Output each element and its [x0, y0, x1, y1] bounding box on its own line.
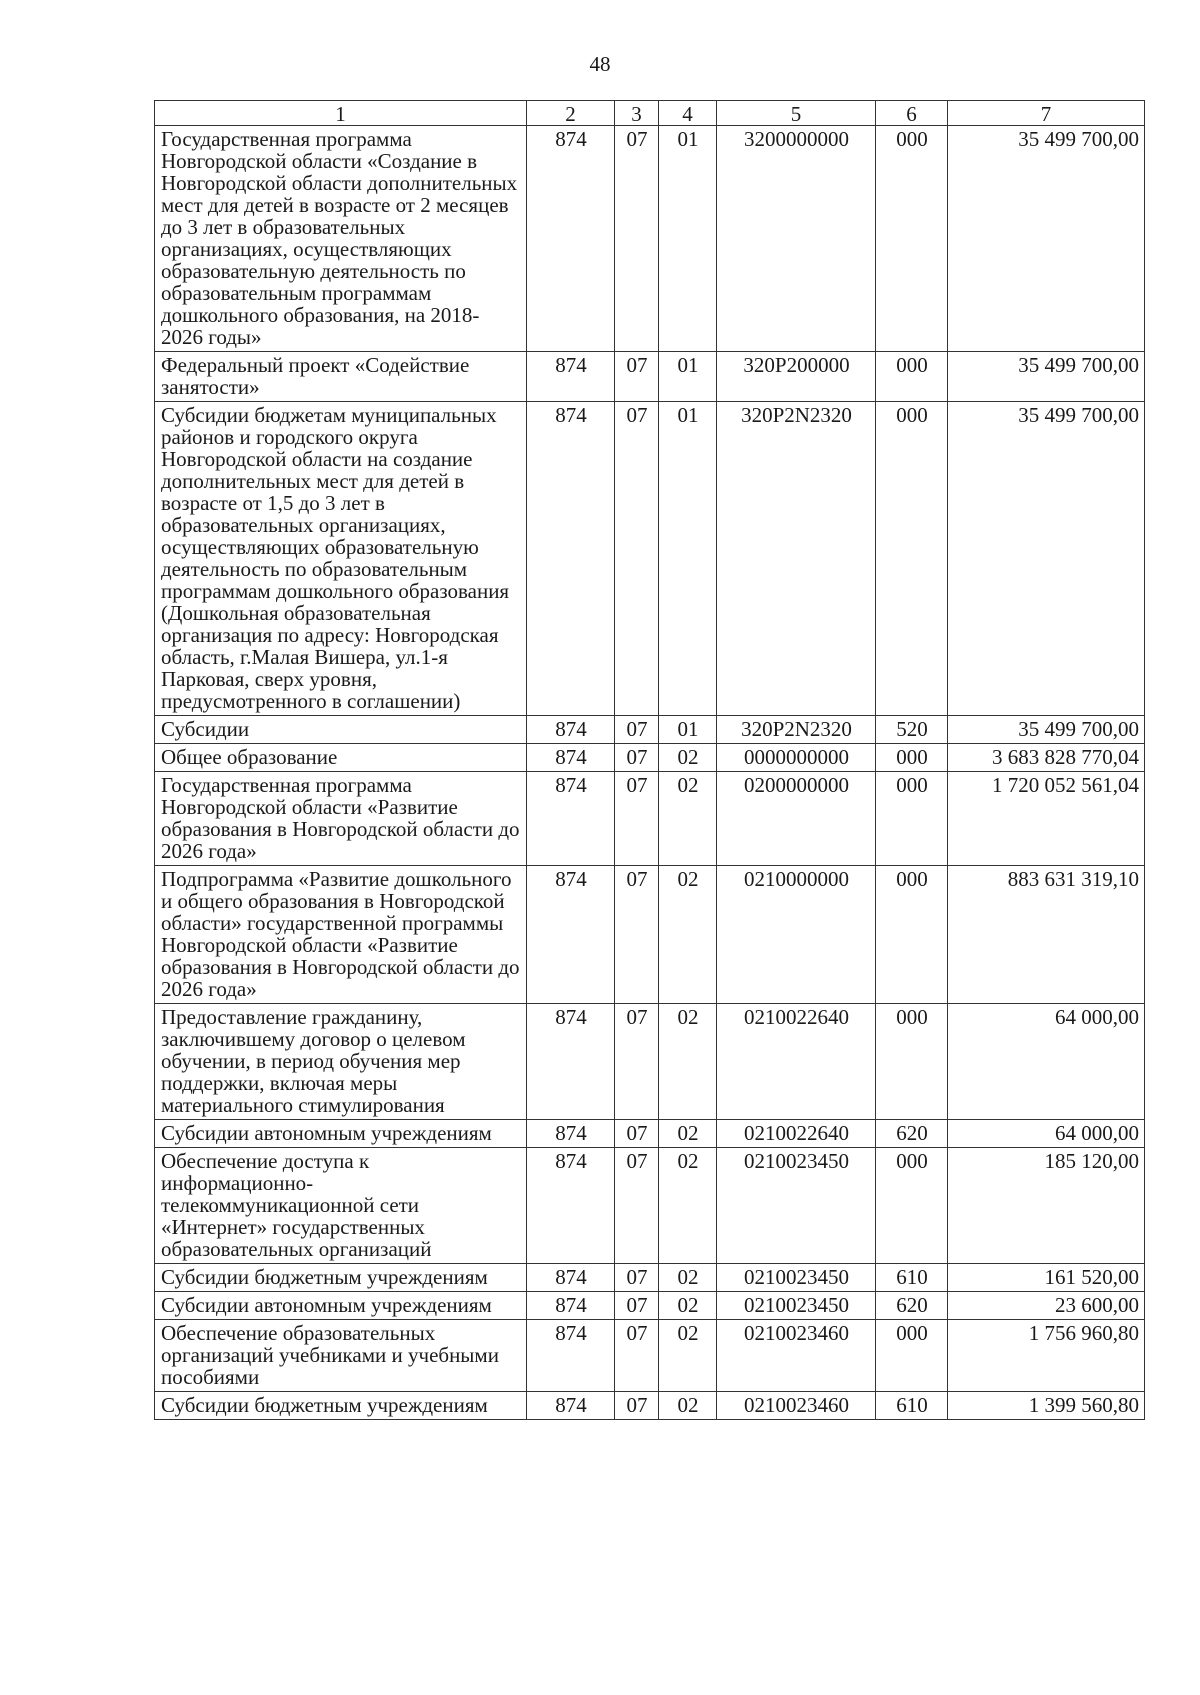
cell-expense-type: 000 — [876, 866, 948, 1004]
row-name: Субсидии автономным учреждениям — [155, 1120, 527, 1148]
row-name: Федеральный проект «Содействие занятости» — [155, 352, 527, 402]
cell-ministry-code: 874 — [527, 866, 615, 1004]
row-name: Государственная программа Новгородской области «Развитие образования в Новгородской области до 2026 года» — [155, 772, 527, 866]
table-row — [155, 352, 1145, 402]
cell-section: 07 — [615, 1148, 659, 1264]
table-row — [155, 1120, 1145, 1148]
cell-ministry-code: 874 — [527, 1120, 615, 1148]
cell-expense-type: 520 — [876, 716, 948, 744]
table-body — [155, 126, 1145, 1420]
cell-section: 07 — [615, 352, 659, 402]
cell-expense-type: 000 — [876, 744, 948, 772]
row-name: Субсидии автономным учреждениям — [155, 1292, 527, 1320]
cell-target-article: 0210000000 — [717, 866, 876, 1004]
cell-subsection: 02 — [659, 1392, 717, 1420]
column-header: 7 — [948, 101, 1145, 126]
cell-target-article: 0210023460 — [717, 1320, 876, 1392]
cell-subsection: 01 — [659, 402, 717, 716]
cell-amount: 35 499 700,00 — [948, 126, 1145, 352]
cell-section: 07 — [615, 866, 659, 1004]
cell-target-article: 0210023450 — [717, 1148, 876, 1264]
row-name: Обеспечение образовательных организаций учебниками и учебными пособиями — [155, 1320, 527, 1392]
cell-amount: 35 499 700,00 — [948, 402, 1145, 716]
row-name: Подпрограмма «Развитие дошкольного и общего образования в Новгородской области» государственной программы Новгородской области «Развитие образования в Новгородской области до 2026 года» — [155, 866, 527, 1004]
cell-subsection: 02 — [659, 1292, 717, 1320]
cell-section: 07 — [615, 772, 659, 866]
cell-expense-type: 000 — [876, 772, 948, 866]
table-row — [155, 866, 1145, 1004]
cell-section: 07 — [615, 1392, 659, 1420]
cell-section: 07 — [615, 1264, 659, 1292]
cell-amount: 23 600,00 — [948, 1292, 1145, 1320]
row-name: Субсидии бюджетным учреждениям — [155, 1264, 527, 1292]
cell-subsection: 02 — [659, 1320, 717, 1392]
cell-ministry-code: 874 — [527, 352, 615, 402]
table-row — [155, 1292, 1145, 1320]
cell-section: 07 — [615, 1120, 659, 1148]
cell-amount: 3 683 828 770,04 — [948, 744, 1145, 772]
cell-subsection: 02 — [659, 744, 717, 772]
cell-amount: 161 520,00 — [948, 1264, 1145, 1292]
cell-ministry-code: 874 — [527, 1004, 615, 1120]
cell-target-article: 0210023450 — [717, 1264, 876, 1292]
cell-ministry-code: 874 — [527, 1292, 615, 1320]
cell-ministry-code: 874 — [527, 716, 615, 744]
page-number: 48 — [589, 52, 611, 76]
cell-amount: 1 756 960,80 — [948, 1320, 1145, 1392]
cell-section: 07 — [615, 1292, 659, 1320]
column-header: 6 — [876, 101, 948, 126]
cell-target-article: 0210023450 — [717, 1292, 876, 1320]
cell-expense-type: 000 — [876, 352, 948, 402]
table-row — [155, 1264, 1145, 1292]
table-row — [155, 716, 1145, 744]
cell-subsection: 02 — [659, 1148, 717, 1264]
cell-ministry-code: 874 — [527, 772, 615, 866]
row-name: Субсидии бюджетным учреждениям — [155, 1392, 527, 1420]
cell-section: 07 — [615, 716, 659, 744]
cell-target-article: 0200000000 — [717, 772, 876, 866]
cell-target-article: 0210022640 — [717, 1004, 876, 1120]
table-row — [155, 1148, 1145, 1264]
table-row — [155, 1320, 1145, 1392]
table-header-row — [155, 101, 1145, 126]
cell-expense-type: 000 — [876, 126, 948, 352]
row-name: Субсидии — [155, 716, 527, 744]
cell-target-article: 320P2N2320 — [717, 716, 876, 744]
cell-amount: 35 499 700,00 — [948, 352, 1145, 402]
cell-expense-type: 610 — [876, 1264, 948, 1292]
cell-amount: 64 000,00 — [948, 1004, 1145, 1120]
column-header: 5 — [717, 101, 876, 126]
cell-target-article: 0000000000 — [717, 744, 876, 772]
table-row — [155, 1004, 1145, 1120]
cell-section: 07 — [615, 744, 659, 772]
column-header: 4 — [659, 101, 717, 126]
row-name: Государственная программа Новгородской области «Создание в Новгородской области дополнительных мест для детей в возрасте от 2 месяцев до 3 лет в образовательных организациях, осуществляющих образовательную деятельность по образовательным программам дошкольного образования, на 2018-2026 годы» — [155, 126, 527, 352]
cell-ministry-code: 874 — [527, 126, 615, 352]
budget-table — [154, 100, 1145, 1420]
cell-ministry-code: 874 — [527, 402, 615, 716]
cell-section: 07 — [615, 1320, 659, 1392]
table-row — [155, 744, 1145, 772]
cell-section: 07 — [615, 126, 659, 352]
cell-amount: 35 499 700,00 — [948, 716, 1145, 744]
cell-ministry-code: 874 — [527, 1392, 615, 1420]
cell-expense-type: 000 — [876, 402, 948, 716]
cell-amount: 1 720 052 561,04 — [948, 772, 1145, 866]
cell-expense-type: 620 — [876, 1120, 948, 1148]
cell-subsection: 01 — [659, 126, 717, 352]
cell-ministry-code: 874 — [527, 1264, 615, 1292]
table-row — [155, 126, 1145, 352]
cell-subsection: 01 — [659, 352, 717, 402]
cell-subsection: 01 — [659, 716, 717, 744]
cell-target-article: 0210023460 — [717, 1392, 876, 1420]
table-row — [155, 1392, 1145, 1420]
cell-amount: 64 000,00 — [948, 1120, 1145, 1148]
cell-section: 07 — [615, 402, 659, 716]
cell-amount: 883 631 319,10 — [948, 866, 1145, 1004]
cell-ministry-code: 874 — [527, 1320, 615, 1392]
table-row — [155, 402, 1145, 716]
cell-target-article: 320P200000 — [717, 352, 876, 402]
cell-ministry-code: 874 — [527, 744, 615, 772]
cell-subsection: 02 — [659, 866, 717, 1004]
cell-section: 07 — [615, 1004, 659, 1120]
cell-target-article: 0210022640 — [717, 1120, 876, 1148]
row-name: Субсидии бюджетам муниципальных районов и городского округа Новгородской области на создание дополнительных мест для детей в возрасте от 1,5 до 3 лет в образовательных организациях, осуществляющих образовательную деятельность по образовательным программам дошкольного образования (Дошкольная образовательная организация по адресу: Новгородская область, г.Малая Вишера, ул.1-я Парковая, сверх уровня, предусмотренного в соглашении) — [155, 402, 527, 716]
cell-ministry-code: 874 — [527, 1148, 615, 1264]
cell-expense-type: 000 — [876, 1004, 948, 1120]
cell-amount: 185 120,00 — [948, 1148, 1145, 1264]
row-name: Общее образование — [155, 744, 527, 772]
cell-expense-type: 000 — [876, 1148, 948, 1264]
row-name: Предоставление гражданину, заключившему договор о целевом обучении, в период обучения мер поддержки, включая меры материального стимулирования — [155, 1004, 527, 1120]
cell-subsection: 02 — [659, 1004, 717, 1120]
column-header: 1 — [155, 101, 527, 126]
cell-expense-type: 620 — [876, 1292, 948, 1320]
column-header: 3 — [615, 101, 659, 126]
cell-amount: 1 399 560,80 — [948, 1392, 1145, 1420]
cell-subsection: 02 — [659, 1264, 717, 1292]
cell-subsection: 02 — [659, 1120, 717, 1148]
row-name: Обеспечение доступа к информационно-телекоммуникационной сети «Интернет» государственных образовательных организаций — [155, 1148, 527, 1264]
column-header: 2 — [527, 101, 615, 126]
cell-expense-type: 000 — [876, 1320, 948, 1392]
cell-target-article: 3200000000 — [717, 126, 876, 352]
table-row — [155, 772, 1145, 866]
cell-target-article: 320P2N2320 — [717, 402, 876, 716]
cell-subsection: 02 — [659, 772, 717, 866]
cell-expense-type: 610 — [876, 1392, 948, 1420]
